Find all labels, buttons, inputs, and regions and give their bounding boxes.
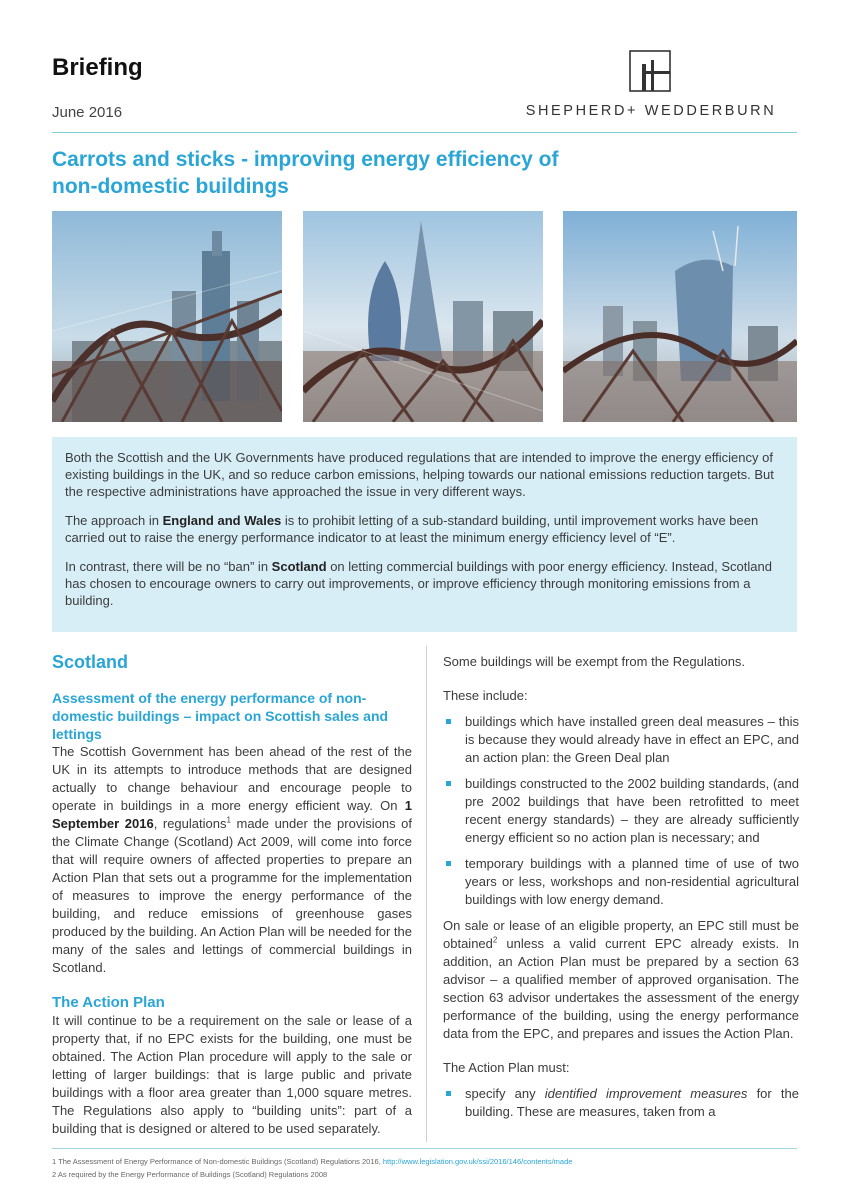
subheading-assessment: Assessment of the energy performance of non-domestic buildings – impact on Scottish sales and lettings (52, 690, 389, 742)
bullet-icon (446, 1091, 451, 1096)
shepherd-wedderburn-logo (513, 50, 789, 122)
exempt-intro: Some buildings will be exempt from the Regulations. (443, 654, 746, 669)
action-plan-paragraph: It will continue to be a requirement on the sale or lease of a property that, if no EPC exists for the building, one must be obtained. The Action Plan procedure will apply to the sale or letting of larger buildings: that is large public and private buildings with a floor area greater than 1,000 square metres. The Regulations also apply to “building units”: part of a building that is designed or altered to be used separately. (52, 1013, 412, 1136)
list-item: temporary buildings with a planned time of use of two years or less, workshops and non-residential agricultural buildings with low energy demand. (443, 855, 799, 909)
logo-wordmark: SHEPHERD+ WEDDERBURN (525, 103, 777, 119)
headline-line-2: non-domestic buildings (52, 175, 289, 198)
footnote-ref-1: 1 (226, 815, 231, 825)
header-rule (52, 132, 797, 133)
publication-date: June 2016 (52, 104, 123, 121)
headline (52, 146, 692, 200)
footnote-ref-2: 2 (492, 935, 498, 945)
headline-line-1: Carrots and sticks - improving energy efficiency of (52, 148, 559, 171)
intro-paragraph-1: Both the Scottish and the UK Governments have produced regulations that are intended to improve the energy efficiency of existing buildings in the UK, and so reduce carbon emissions, helping towards our national emissions reduction targets. But the respective administrations have approached the issue in very different ways. (65, 450, 774, 499)
footnote-2: 2 As required by the Energy Performance of Buildings (Scotland) Regulations 2008 (52, 1170, 328, 1179)
briefing-title: Briefing (52, 54, 143, 81)
footnote-1: 1 The Assessment of Energy Performance of Non-domestic Buildings (Scotland) Regulations 2016, http://www.legislation.gov.uk/ssi/2016/146/contents/made (52, 1157, 573, 1166)
bullet-icon (446, 719, 451, 724)
intro-paragraph-3: In contrast, there will be no “ban” in Scotland on letting commercial buildings with poor energy efficiency. Instead, Scotland has chosen to encourage owners to carry out improvements, or improve efficiency through monitoring emissions from a building. (65, 559, 772, 608)
intro-paragraph-2: The approach in England and Wales is to prohibit letting of a sub-standard building, until improvement works have been carried out to raise the energy performance indicator to at least the minimum energy efficiency level of “E”. (65, 513, 759, 545)
right-column (443, 653, 799, 1129)
exempt-buildings-list (443, 713, 799, 909)
list-item: buildings constructed to the 2002 building standards, (and pre 2002 buildings that have been retrofitted to meet recent energy standards) – they are already sufficiently energy efficient so no action plan is necessary; and (443, 775, 799, 847)
section-heading-scotland: Scotland (52, 652, 129, 672)
intro-summary-box (52, 437, 797, 632)
bullet-icon (446, 781, 451, 786)
column-divider (426, 646, 427, 1142)
bullet-icon (446, 861, 451, 866)
left-column (52, 650, 412, 1138)
subheading-action-plan: The Action Plan (52, 994, 165, 1011)
epc-paragraph: On sale or lease of an eligible property, an EPC still must be obtained$^2$ unless a valid current EPC already exists. In addition, an Action Plan must be prepared by a section 63 advisor – a qualified member of approved organisation. The section 63 advisor undertakes the assessment of the energy performance of the building, using the energy performance data from the EPC, and prepares and issues the Action Plan. (443, 918, 799, 1041)
these-include-label: These include: (443, 688, 528, 703)
list-item: buildings which have installed green deal measures – this is because they would already have in effect an EPC, and an action plan: the Green Deal plan (443, 713, 799, 767)
action-plan-must-list (443, 1085, 799, 1121)
footnote-rule (52, 1148, 797, 1149)
city-bridge-photo-3 (563, 211, 797, 422)
logo-mark-icon (629, 50, 671, 92)
footnotes (52, 1155, 797, 1181)
legislation-link[interactable]: http://www.legislation.gov.uk/ssi/2016/146/contents/made (382, 1157, 573, 1166)
assessment-paragraph: The Scottish Government has been ahead of the rest of the UK in its attempts to introduce methods that are designed actually to change behaviour and encourage people to operate in buildings in a more energy efficient way. On 1 September 2016, regulations$^1$ made under the provisions of the Climate Change (Scotland) Act 2009, will come into force that will require owners of affected properties to prepare an Action Plan that sets out a programme for the implementation of measures to improve the energy performance of the building, and reduce emissions of greenhouse gases produced by the building. An Action Plan will be needed for the many of the sales and lettings of commercial buildings in Scotland. (52, 744, 412, 975)
city-bridge-photo-1 (52, 211, 282, 422)
list-item: specify any identified improvement measures for the building. These are measures, taken from a (443, 1085, 799, 1121)
city-bridge-photo-2 (303, 211, 543, 422)
action-plan-must-label: The Action Plan must: (443, 1060, 570, 1075)
